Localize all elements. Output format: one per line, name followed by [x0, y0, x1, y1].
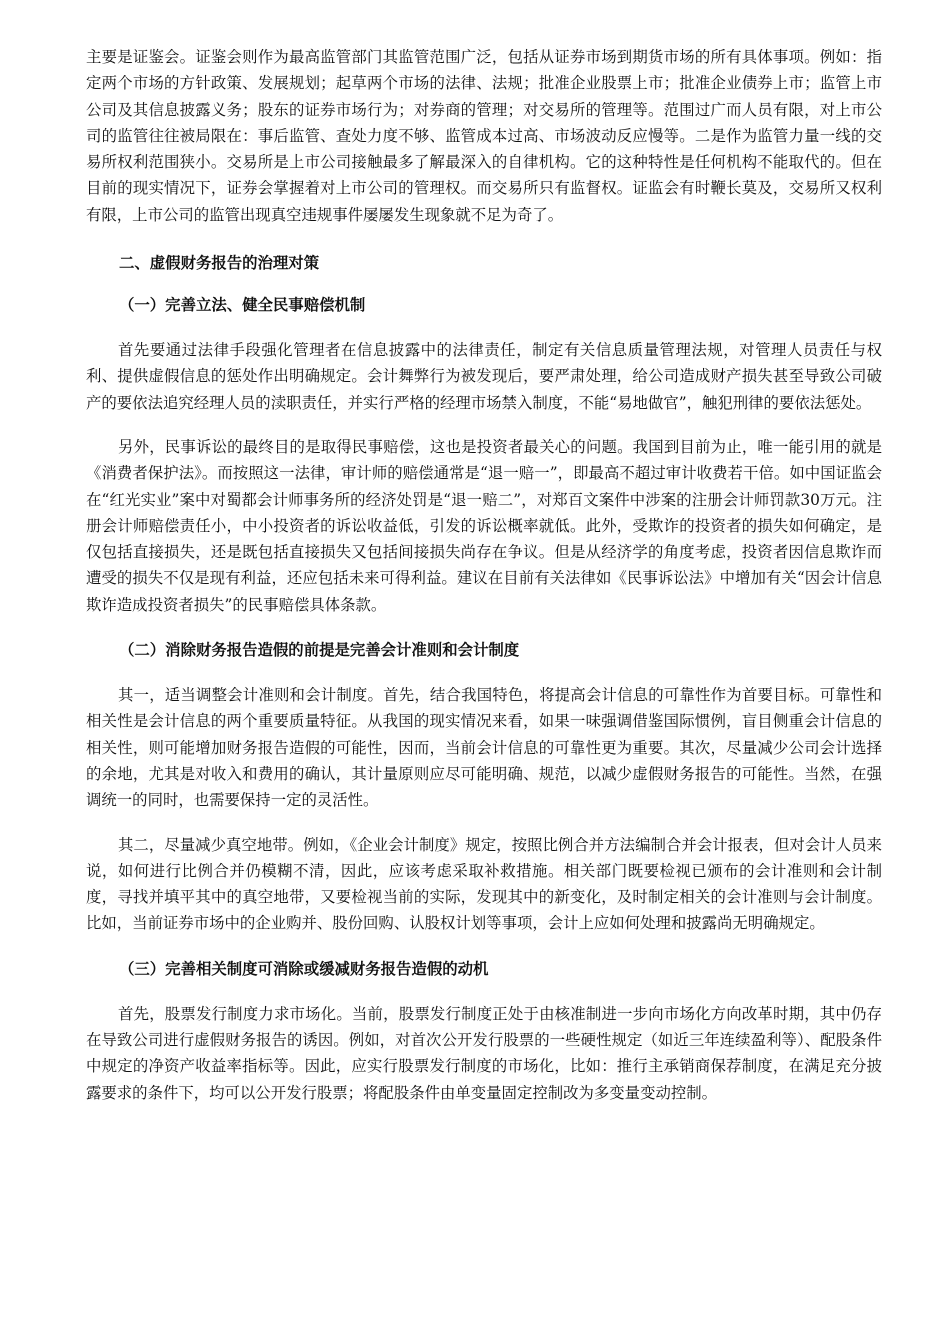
section-heading: 二、虚假财务报告的治理对策	[119, 254, 320, 273]
subsection-2-paragraph-2: 其二，尽量减少真空地带。例如，《企业会计制度》规定，按照比例合并方法编制合并会计报表，但对会计人员来说，如何进行比例合并仍模糊不清，因此，应该考虑采取补救措施。相关部门既要检视已颁布的会计准则和会计制度，寻找并填平其中的真空地带，又要检视当前的实际，发现其中的新变化，及时制定相关的会计准则与会计制度。比如，当前证券市场中的企业购并、股份回购、认股权计划等事项，会计上应如何处理和披露尚无明确规定。	[86, 835, 882, 933]
subsection-3-heading: （三）完善相关制度可消除或缓减财务报告造假的动机	[119, 959, 489, 978]
subsection-3-paragraph-1: 首先，股票发行制度力求市场化。当前，股票发行制度正处于由核准制进一步向市场化方向改革时期，其中仍存在导致公司进行虚假财务报告的诱因。例如，对首次公开发行股票的一些硬性规定（如近三年连续盈利等）、配股条件中规定的净资产收益率指标等。因此，应实行股票发行制度的市场化，比如：推行主承销商保荐制度，在满足充分披露要求的条件下，均可以公开发行股票；将配股条件由单变量固定控制改为多变量变动控制。	[86, 1004, 882, 1102]
subsection-2-heading: （二）消除财务报告造假的前提是完善会计准则和会计制度	[119, 641, 520, 660]
subsection-1-paragraph-2: 另外，民事诉讼的最终目的是取得民事赔偿，这也是投资者最关心的问题。我国到目前为止，唯一能引用的就是《消费者保护法》。而按照这一法律，审计师的赔偿通常是“退一赔一”，即最高不超过审计收费若干倍。如中国证监会在“红光实业”案中对蜀都会计师事务所的经济处罚是“退一赔二”，对郑百文案件中涉案的注册会计师罚款30万元。注册会计师赔偿责任小，中小投资者的诉讼收益低，引发的诉讼概率就低。此外，受欺诈的投资者的损失如何确定，是仅包括直接损失，还是既包括直接损失又包括间接损失尚存在争议。但是从经济学的角度考虑，投资者因信息欺诈而遭受的损失不仅是现有利益，还应包括未来可得利益。建议在目前有关法律如《民事诉讼法》中增加有关“因会计信息欺诈造成投资者损失”的民事赔偿具体条款。	[86, 437, 882, 614]
subsection-1-heading: （一）完善立法、健全民事赔偿机制	[119, 296, 366, 315]
subsection-2-paragraph-1: 其一，适当调整会计准则和会计制度。首先，结合我国特色，将提高会计信息的可靠性作为首要目标。可靠性和相关性是会计信息的两个重要质量特征。从我国的现实情况来看，如果一味强调借鉴国际惯例，盲目侧重会计信息的相关性，则可能增加财务报告造假的可能性，因而，当前会计信息的可靠性更为重要。其次，尽量减少公司会计选择的余地，尤其是对收入和费用的确认，其计量原则应尽可能明确、规范，以减少虚假财务报告的可能性。当然，在强调统一的同时，也需要保持一定的灵活性。	[86, 686, 882, 810]
intro-paragraph: 主要是证鉴会。证鉴会则作为最高监管部门其监管范围广泛，包括从证券市场到期货市场的所有具体事项。例如：指定两个市场的方针政策、发展规划；起草两个市场的法律、法规；批准企业股票上市；批准企业债券上市；监管上市公司及其信息披露义务；股东的证券市场行为；对券商的管理；对交易所的管理等。范围过广而人员有限，对上市公司的监管往往被局限在：事后监管、查处力度不够、监管成本过高、市场波动反应慢等。二是作为监管力量一线的交易所权利范围狭小。交易所是上市公司接触最多了解最深入的自律机构。它的这种特性是任何机构不能取代的。但在目前的现实情况下，证券会掌握着对上市公司的管理权。而交易所只有监督权。证监会有时鞭长莫及，交易所又权利有限，上市公司的监管出现真空违规事件屡屡发生现象就不足为奇了。	[86, 48, 882, 224]
subsection-1-paragraph-1: 首先要通过法律手段强化管理者在信息披露中的法律责任，制定有关信息质量管理法规，对管理人员责任与权利、提供虚假信息的惩处作出明确规定。会计舞弊行为被发现后，要严肃处理，给公司造成财产损失甚至导致公司破产的要依法追究经理人员的渎职责任，并实行严格的经理市场禁入制度，不能“易地做官”，触犯刑律的要依法惩处。	[86, 341, 882, 412]
